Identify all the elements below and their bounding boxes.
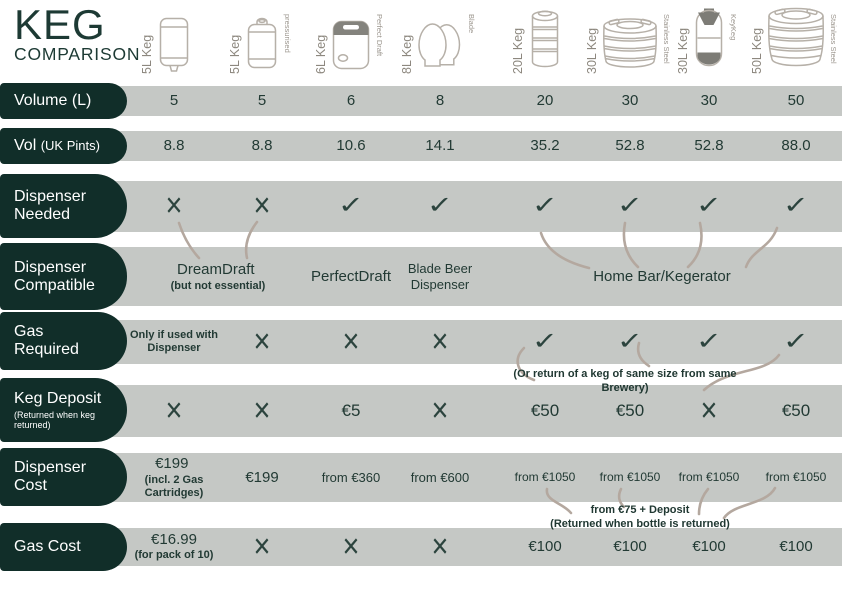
x-mark: × xyxy=(431,322,449,361)
table-cell: from €1050 xyxy=(599,470,661,485)
table-cell: 10.6 xyxy=(336,137,366,154)
table-cell: from €1050 xyxy=(765,470,827,485)
column-label-5l-keg: 5L Keg xyxy=(140,34,154,74)
x-mark: × xyxy=(431,391,449,430)
table-cell-homebar: Home Bar/Kegerator xyxy=(593,267,731,285)
blade-keg-icon xyxy=(416,20,464,72)
table-cell: 30 xyxy=(700,92,718,109)
check-mark: ✓ xyxy=(695,192,723,220)
row-label-dispenser-cost: Dispenser Cost xyxy=(0,448,127,506)
x-mark: × xyxy=(342,527,360,566)
table-cell: 30 xyxy=(621,92,639,109)
row-label-gas-cost: Gas Cost xyxy=(0,523,127,571)
check-mark: ✓ xyxy=(337,192,365,220)
x-mark: × xyxy=(342,322,360,361)
table-cell: 20 xyxy=(536,92,554,109)
table-cell: 50 xyxy=(787,92,805,109)
row-label-volume: Volume (L) xyxy=(0,83,127,119)
table-cell: €199 xyxy=(245,468,279,486)
table-cell-perfectdraft: PerfectDraft xyxy=(310,267,392,285)
row-label-dispenser-needed: Dispenser Needed xyxy=(0,174,127,238)
column-sublabel-stainless-steel: Stainless Steel xyxy=(662,14,671,64)
table-cell: 52.8 xyxy=(615,137,645,154)
table-cell: €199 (incl. 2 Gas Cartridges) xyxy=(144,455,204,500)
column-label-6l-keg: 6L Keg xyxy=(314,34,328,74)
pressurised-keg-icon xyxy=(245,17,279,73)
x-mark: × xyxy=(253,322,271,361)
stainless-keg-icon xyxy=(601,16,659,72)
table-cell: from €600 xyxy=(410,469,470,485)
table-cell: €16.99 (for pack of 10) xyxy=(134,531,214,562)
table-cell: €100 xyxy=(613,538,647,555)
page-title xyxy=(14,1,141,65)
check-mark: ✓ xyxy=(616,192,644,220)
check-mark: ✓ xyxy=(695,327,723,355)
table-cell: 35.2 xyxy=(530,137,560,154)
column-sublabel-pressurised: pressurised xyxy=(283,14,292,53)
table-cell: €50 xyxy=(530,400,560,420)
table-cell: €50 xyxy=(615,400,645,420)
x-mark: × xyxy=(253,187,271,225)
mini-keg-icon xyxy=(157,15,191,73)
table-cell: €5 xyxy=(341,400,361,420)
check-mark: ✓ xyxy=(782,192,810,220)
table-cell: 52.8 xyxy=(694,137,724,154)
table-cell: from €1050 xyxy=(678,470,740,485)
row-label-keg-deposit: Keg Deposit (Returned when keg returned) xyxy=(0,378,127,442)
table-cell: 5 xyxy=(257,92,267,109)
table-cell-dreamdraft: DreamDraft (but not essential) xyxy=(170,260,266,292)
dispenser-cost-annotation: from €75 + Deposit (Returned when bottle is returned) xyxy=(550,504,730,530)
column-label-30l-keg: 30L Keg xyxy=(585,27,599,74)
column-label-50l-keg: 50L Keg xyxy=(750,27,764,74)
table-cell: from €1050 xyxy=(514,470,576,485)
x-mark: × xyxy=(431,527,449,566)
title-sub: COMPARISON xyxy=(14,44,141,64)
column-label-8l-keg: 8L Keg xyxy=(400,34,414,74)
table-cell: Only if used with Dispenser xyxy=(129,328,218,354)
column-label-30l-keykeg: 30L Keg xyxy=(676,27,690,74)
row-label-dispenser-compatible: Dispenser Compatible xyxy=(0,243,127,310)
column-sublabel-perfect-draft: Perfect Draft xyxy=(375,14,384,57)
x-mark: × xyxy=(165,187,183,225)
keykeg-icon xyxy=(693,7,725,69)
perfectdraft-keg-icon xyxy=(331,17,371,71)
table-cell: 88.0 xyxy=(781,137,811,154)
table-cell: €50 xyxy=(781,400,811,420)
table-cell-blade: Blade Beer Dispenser xyxy=(407,260,473,292)
column-sublabel-keykeg: KeyKeg xyxy=(729,14,738,41)
x-mark: × xyxy=(253,391,271,430)
column-sublabel-blade: Blade xyxy=(467,14,476,34)
check-mark: ✓ xyxy=(426,192,454,220)
row-label-pints: Vol (UK Pints) xyxy=(0,128,127,164)
row-label-gas-required: Gas Required xyxy=(0,312,127,370)
column-label-5l-keg-pressurised: 5L Keg xyxy=(228,34,242,74)
x-mark: × xyxy=(700,391,718,430)
table-cell: 14.1 xyxy=(425,137,455,154)
table-cell: 5 xyxy=(169,92,179,109)
table-cell: €100 xyxy=(692,538,726,555)
table-cell: 8.8 xyxy=(163,137,185,154)
table-cell: from €360 xyxy=(321,469,381,485)
column-label-20l-keg: 20L Keg xyxy=(511,27,525,74)
keg-deposit-annotation: (Or return of a keg of same size from same Brewery) xyxy=(513,368,737,394)
slim-keg-icon xyxy=(528,6,562,72)
stainless-keg-large-icon xyxy=(766,5,826,71)
table-cell: 6 xyxy=(346,92,356,109)
table-cell: €100 xyxy=(779,538,813,555)
table-cell: €100 xyxy=(528,538,562,555)
table-cell: 8.8 xyxy=(251,137,273,154)
x-mark: × xyxy=(253,527,271,566)
check-mark: ✓ xyxy=(616,327,644,355)
table-cell: 8 xyxy=(435,92,445,109)
check-mark: ✓ xyxy=(531,327,559,355)
x-mark: × xyxy=(165,391,183,430)
title-main: KEG xyxy=(14,1,106,48)
column-sublabel-stainless-steel-50l: Stainless Steel xyxy=(829,14,838,64)
check-mark: ✓ xyxy=(531,192,559,220)
check-mark: ✓ xyxy=(782,327,810,355)
